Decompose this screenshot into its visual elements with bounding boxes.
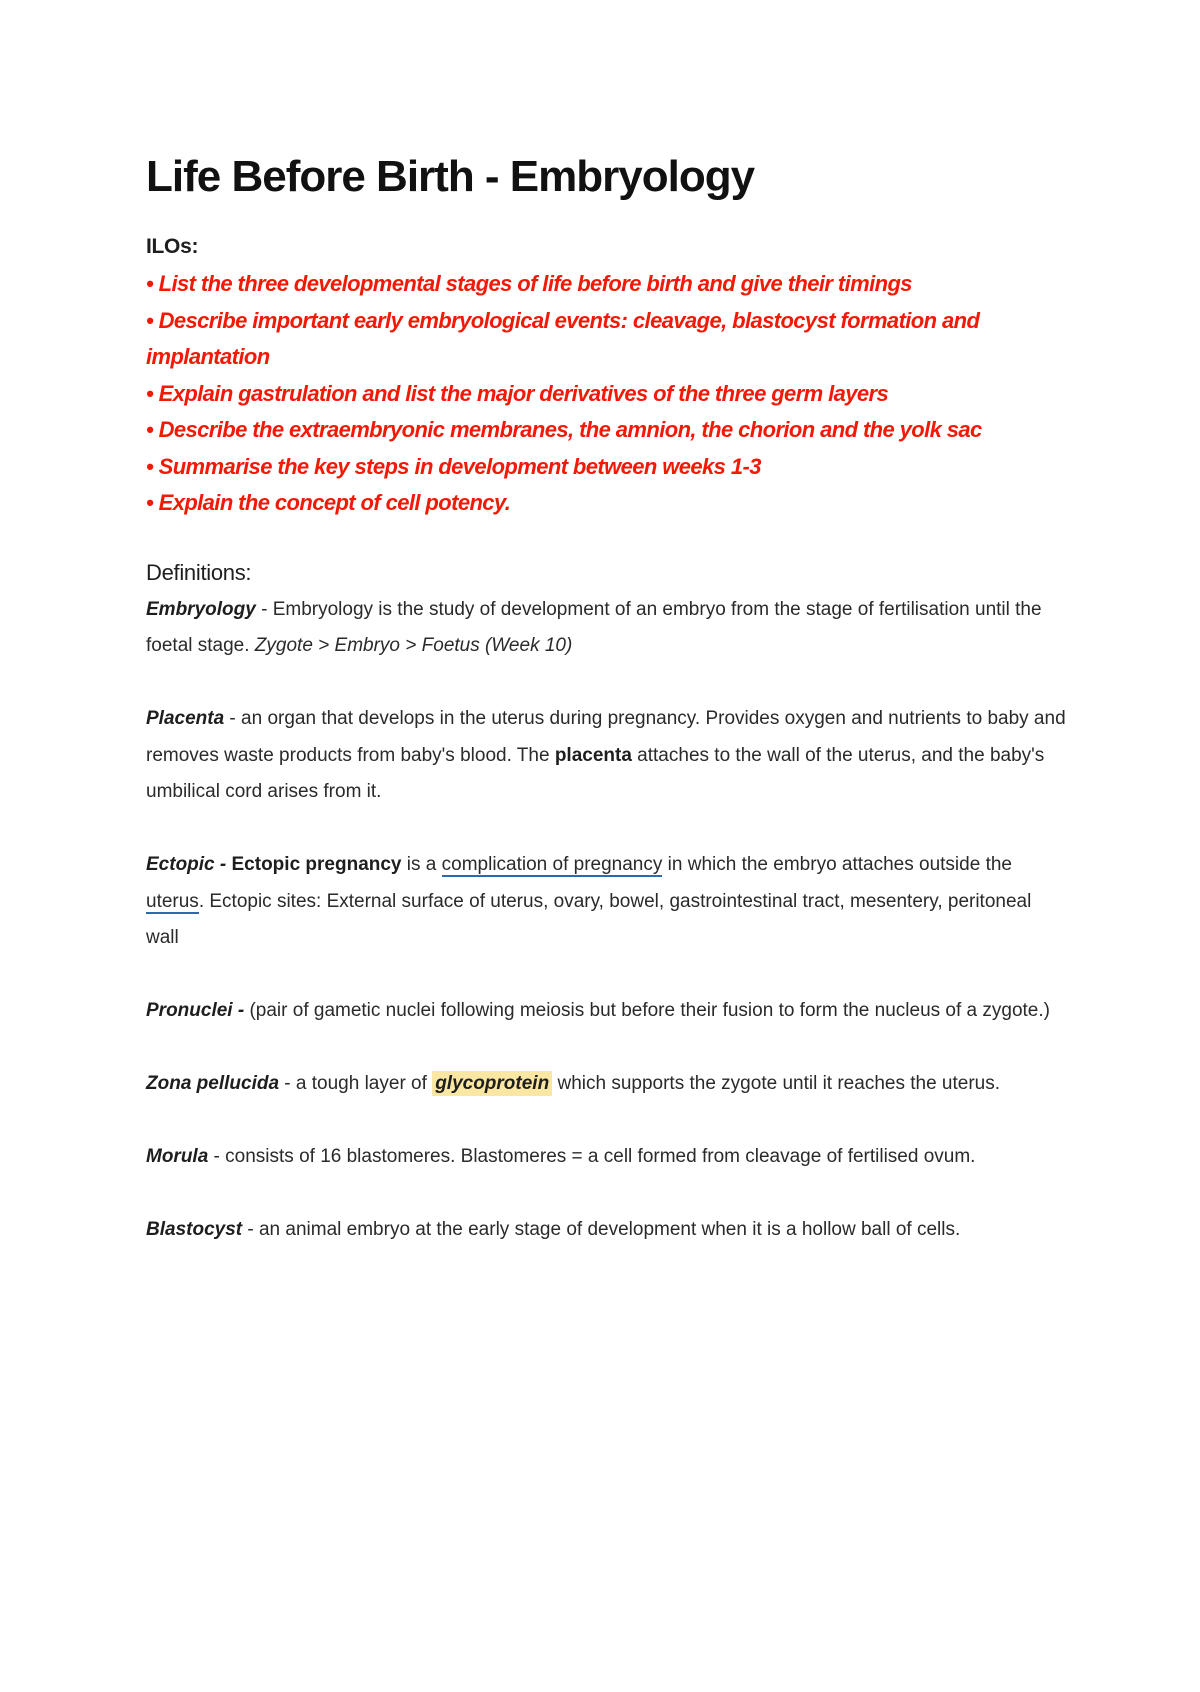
blastocyst-text: - an animal embryo at the early stage of development when it is a hollow ball of cells.: [242, 1219, 961, 1240]
document-page: [146, 150, 1066, 1249]
complication-link[interactable]: complication of pregnancy: [441, 854, 663, 875]
definition-zona-pellucida: [146, 1066, 1066, 1103]
embryology-separator: -: [255, 598, 273, 620]
ectopic-bold: Ectopic pregnancy: [226, 854, 402, 875]
placenta-text-1: - an organ that develops in the uterus during pregnancy. Provides oxygen and nutrients to baby and removes waste products from baby's blood. The: [146, 708, 1066, 766]
ilo-item: • Explain the concept of cell potency.: [146, 490, 511, 515]
definition-placenta: [146, 701, 1066, 811]
term-zona-pellucida: Zona pellucida: [146, 1073, 280, 1094]
term-embryology: Embryology: [146, 598, 256, 620]
placenta-bold: placenta: [554, 744, 632, 766]
ilo-item: • Describe important early embryological events: cleavage, blastocyst formation and implantation: [146, 307, 980, 369]
pronuclei-text: (pair of gametic nuclei following meiosis but before their fusion to form the nucleus of a zygote.): [244, 1000, 1050, 1021]
ilo-item: • List the three developmental stages of life before birth and give their timings: [146, 271, 912, 296]
term-morula: Morula: [146, 1146, 209, 1167]
definition-embryology: [146, 592, 1066, 665]
embryology-text: Embryology is the study of development of an embryo from the stage of fertilisation until the foetal stage.: [146, 598, 1042, 656]
term-blastocyst: Blastocyst: [146, 1219, 243, 1240]
embryology-stages: Zygote > Embryo > Foetus (Week 10): [254, 635, 573, 656]
ilo-item: • Summarise the key steps in development between weeks 1-3: [146, 453, 761, 479]
definition-morula: [146, 1139, 1066, 1176]
zona-text-2: which supports the zygote until it reaches the uterus.: [552, 1073, 1001, 1094]
uterus-link[interactable]: uterus: [146, 890, 199, 912]
ectopic-text-1: is a: [401, 854, 442, 875]
definition-blastocyst: [146, 1212, 1066, 1249]
term-ectopic: Ectopic -: [146, 854, 227, 875]
definitions-heading: Definitions:: [146, 559, 252, 585]
ilos-list: [146, 266, 1066, 522]
glycoprotein-highlight: glycoprotein: [432, 1071, 552, 1096]
term-placenta: Placenta: [146, 708, 225, 729]
term-pronuclei: Pronuclei -: [146, 1000, 245, 1021]
morula-text: - consists of 16 blastomeres. Blastomeres = a cell formed from cleavage of fertilised ovum.: [208, 1146, 976, 1167]
ilo-item: • Explain gastrulation and list the major derivatives of the three germ layers: [146, 380, 889, 406]
page-title: Life Before Birth - Embryology: [146, 152, 755, 201]
definition-pronuclei: [146, 993, 1066, 1030]
definition-ectopic: [146, 847, 1066, 957]
ilo-item: • Describe the extraembryonic membranes, the amnion, the chorion and the yolk sac: [146, 417, 982, 442]
ectopic-text-3: . Ectopic sites: External surface of uterus, ovary, bowel, gastrointestinal tract, mesentery, peritoneal wall: [146, 890, 1032, 948]
ilos-heading: ILOs:: [146, 235, 199, 258]
ectopic-text-2: in which the embryo attaches outside the: [662, 854, 1012, 875]
zona-text-1: - a tough layer of: [279, 1073, 433, 1094]
placenta-text-2: attaches to the wall of the uterus, and the baby's umbilical cord arises from it.: [146, 744, 1045, 802]
